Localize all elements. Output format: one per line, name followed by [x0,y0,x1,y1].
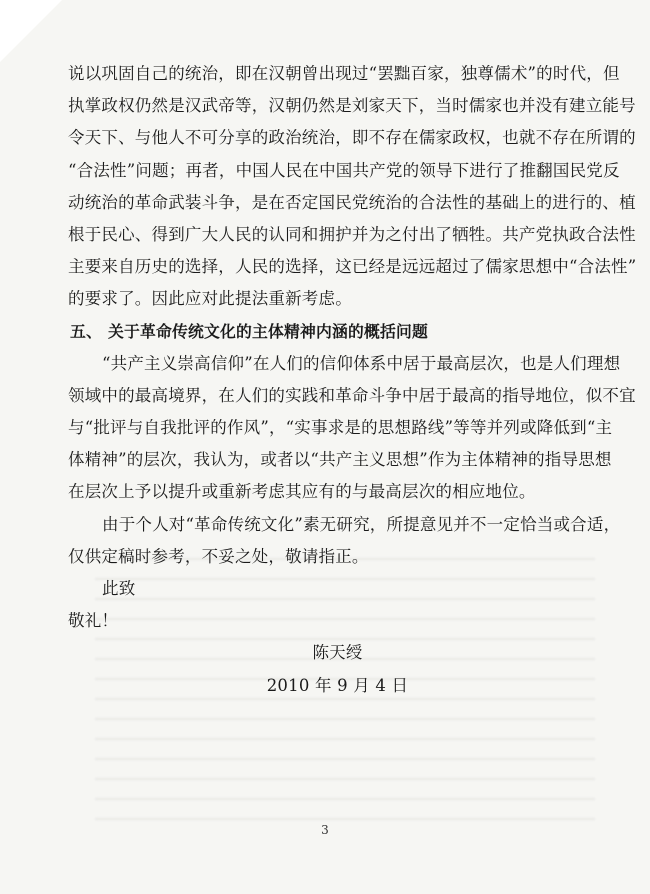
signature-date: 2010 年 9 月 4 日 [266,675,409,695]
body-line: “合法性”问题；再者，中国人民在中国共产党的领导下进行了推翻国民党反 [68,160,620,180]
section-title: 关于革命传统文化的主体精神内涵的概括问题 [108,321,428,341]
body-line: 仅供定稿时参考，不妥之处，敬请指正。 [68,546,369,566]
body-line: 的要求了。因此应对此提法重新考虑。 [68,289,352,309]
body-line: 领域中的最高境界，在人们的实践和革命斗争中居于最高的指导地位，似不宜 [68,385,636,405]
folded-corner [0,0,62,62]
document-body [68,58,637,702]
closing-salutation-2: 敬礼！ [68,611,119,631]
closing-salutation-1: 此致 [102,579,136,598]
body-line: 在层次上予以提升或重新考虑其应有的与最高层次的相应地位。 [68,482,536,502]
section-heading [68,316,583,348]
section-number: 五、 [70,321,102,341]
body-line: 主要来自历史的选择，人民的选择，这已经是远远超过了儒家思想中“合法性” [68,257,637,277]
body-line: 与“批评与自我批评的作风”，“实事求是的思想路线”等等并列或降低到“主 [68,418,613,438]
signature-name: 陈天绶 [312,643,363,663]
body-line: 令天下、与他人不可分享的政治统治，即不存在儒家政权，也就不存在所谓的 [68,128,636,148]
body-line: 由于个人对“革命传统文化”素无研究，所提意见并不一定恰当或合适， [102,514,621,534]
body-line: 动统治的革命武装斗争，是在否定国民党统治的合法性的基础上的进行的、植 [68,192,636,212]
page-number: 3 [321,823,329,837]
body-line: 根于民心、得到广大人民的认同和拥护并为之付出了牺牲。共产党执政合法性 [68,224,636,244]
body-line: “共产主义崇高信仰”在人们的信仰体系中居于最高层次，也是人们理想 [102,353,621,373]
body-line: 说以巩固自己的统治，即在汉朝曾出现过“罢黜百家，独尊儒术”的时代，但 [68,64,620,83]
body-line: 执掌政权仍然是汉武帝等，汉朝仍然是刘家天下，当时儒家也并没有建立能号 [68,96,636,116]
body-line: 体精神”的层次，我认为，或者以“共产主义思想”作为主体精神的指导思想 [68,450,612,470]
